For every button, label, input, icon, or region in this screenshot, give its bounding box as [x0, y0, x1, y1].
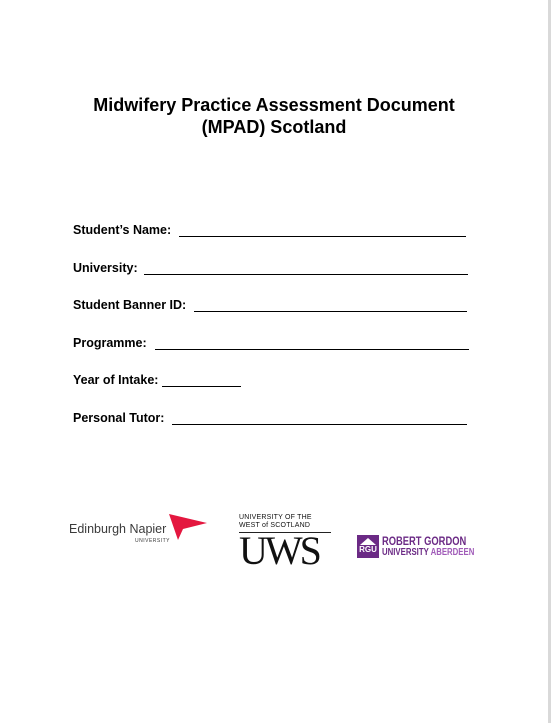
- rgu-badge: [357, 535, 379, 558]
- student-name-field[interactable]: [73, 218, 466, 238]
- student-name-line[interactable]: [179, 236, 466, 237]
- university-label: University:: [73, 261, 138, 275]
- student-banner-id-line[interactable]: [194, 311, 467, 312]
- rgu-sub-university: UNIVERSITY: [382, 547, 429, 558]
- personal-tutor-label: Personal Tutor:: [73, 411, 165, 425]
- uws-line-1: UNIVERSITY OF THE: [239, 514, 312, 521]
- rgu-name: ROBERT GORDON: [382, 534, 467, 548]
- napier-subtitle: UNIVERSITY: [135, 538, 171, 544]
- student-name-label: Student’s Name:: [73, 223, 172, 237]
- robert-gordon-logo: [357, 535, 482, 561]
- title-line-2: (MPAD) Scotland: [201, 117, 347, 137]
- uws-line-2: WEST of SCOTLAND: [239, 522, 311, 529]
- rgu-sub-city: ABERDEEN: [430, 547, 475, 558]
- student-banner-id-field[interactable]: [73, 293, 467, 313]
- year-of-intake-label: Year of Intake:: [73, 373, 159, 387]
- year-of-intake-line[interactable]: [162, 386, 241, 387]
- document-title: [0, 94, 548, 138]
- university-line[interactable]: [144, 274, 468, 275]
- rgu-badge-text: RGU: [359, 545, 377, 554]
- uws-logo: [239, 514, 335, 574]
- edinburgh-napier-logo: [69, 514, 209, 550]
- personal-tutor-line[interactable]: [172, 424, 467, 425]
- rgu-subtitle: [382, 547, 474, 558]
- roof-icon: [360, 538, 376, 545]
- title-line-1: Midwifery Practice Assessment Document: [93, 95, 455, 115]
- university-logos: [0, 500, 551, 590]
- student-banner-id-label: Student Banner ID:: [73, 298, 187, 312]
- programme-field[interactable]: [73, 331, 469, 351]
- red-flag-icon: [169, 514, 209, 540]
- programme-label: Programme:: [73, 336, 147, 350]
- uws-letters: UWS: [239, 528, 319, 573]
- university-field[interactable]: [73, 256, 468, 276]
- napier-name: Edinburgh Napier: [69, 522, 167, 536]
- year-of-intake-field[interactable]: [73, 368, 241, 388]
- programme-line[interactable]: [155, 349, 469, 350]
- personal-tutor-field[interactable]: [73, 406, 467, 426]
